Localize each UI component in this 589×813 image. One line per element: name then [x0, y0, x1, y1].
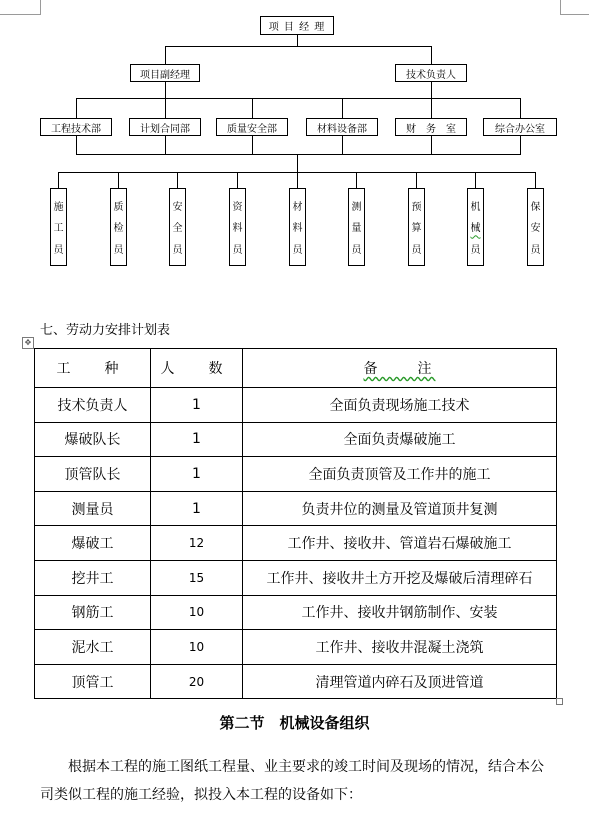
connector: [297, 154, 298, 172]
connector: [118, 172, 119, 188]
connector: [431, 136, 432, 154]
cell-count: 10: [151, 595, 243, 630]
org-staff-surveying: 测 量 员: [348, 188, 365, 266]
table-row: [35, 388, 557, 423]
cell-job-type: 泥水工: [35, 630, 151, 665]
connector: [76, 98, 77, 118]
table-resize-handle[interactable]: [556, 698, 563, 705]
connector: [76, 98, 521, 99]
connector: [237, 172, 238, 188]
connector: [252, 136, 253, 154]
connector: [297, 172, 298, 188]
table-row: [35, 422, 557, 457]
cell-job-type: 挖井工: [35, 560, 151, 595]
connector: [342, 98, 343, 118]
cell-note: 全面负责顶管及工作井的施工: [243, 457, 557, 492]
cell-note: 负责井位的测量及管道顶井复测: [243, 491, 557, 526]
cell-note: 工作井、接收井混凝土浇筑: [243, 630, 557, 665]
cell-job-type: 爆破队长: [35, 422, 151, 457]
org-dept-quality-safety: 质量安全部: [216, 118, 288, 136]
section-heading-machinery: 第二节 机械设备组织: [219, 714, 370, 732]
cell-count: 1: [151, 457, 243, 492]
cell-count: 10: [151, 630, 243, 665]
connector: [76, 136, 77, 154]
cell-job-type: 钢筋工: [35, 595, 151, 630]
paragraph-line-1: 根据本工程的施工图纸工程量、业主要求的竣工时间及现场的情况，结合本公: [68, 759, 544, 775]
org-staff-materials: 材 料 员: [289, 188, 306, 266]
connector: [165, 46, 432, 47]
page-corner-mark-left: [0, 0, 41, 15]
cell-job-type: 顶管工: [35, 664, 151, 699]
connector: [431, 82, 432, 98]
cell-note: 工作井、接收井土方开挖及爆破后清理碎石: [243, 560, 557, 595]
section-title-labor-plan: 七、劳动力安排计划表: [40, 323, 171, 338]
cell-note: 全面负责爆破施工: [243, 422, 557, 457]
org-staff-construction: 施 工 员: [50, 188, 67, 266]
org-staff-inspection: 质 检 员: [110, 188, 127, 266]
cell-count: 15: [151, 560, 243, 595]
connector: [165, 46, 166, 64]
header-headcount: 人 数: [151, 349, 243, 388]
cell-note: 全面负责现场施工技术: [243, 388, 557, 423]
org-dept-engineering: 工程技术部: [40, 118, 112, 136]
cell-job-type: 技术负责人: [35, 388, 151, 423]
connector: [342, 136, 343, 154]
table-row: [35, 491, 557, 526]
connector: [177, 172, 178, 188]
cell-count: 20: [151, 664, 243, 699]
cell-note: 工作井、接收井、管道岩石爆破施工: [243, 526, 557, 561]
org-dept-contracts: 计划合同部: [129, 118, 201, 136]
org-deputy-manager: 项目副经理: [130, 64, 200, 82]
org-dept-materials: 材料设备部: [306, 118, 378, 136]
connector: [520, 98, 521, 118]
table-row: [35, 526, 557, 561]
org-dept-finance: 财 务 室: [395, 118, 467, 136]
page-corner-mark-right: [560, 0, 589, 15]
connector: [475, 172, 476, 188]
cell-count: 1: [151, 491, 243, 526]
cell-note: 工作井、接收井钢筋制作、安装: [243, 595, 557, 630]
connector: [297, 34, 298, 46]
org-technical-lead: 技术负责人: [395, 64, 467, 82]
connector: [416, 172, 417, 188]
table-row: [35, 595, 557, 630]
cell-job-type: 爆破工: [35, 526, 151, 561]
cell-count: 12: [151, 526, 243, 561]
table-move-handle-icon[interactable]: ✥: [22, 337, 34, 349]
org-staff-budget: 预 算 员: [408, 188, 425, 266]
table-header-row: [35, 349, 557, 388]
header-job-type: 工 种: [35, 349, 151, 388]
org-staff-documents: 资 料 员: [229, 188, 246, 266]
connector: [356, 172, 357, 188]
cell-job-type: 顶管队长: [35, 457, 151, 492]
org-dept-admin-office: 综合办公室: [483, 118, 557, 136]
cell-note: 清理管道内碎石及顶进管道: [243, 664, 557, 699]
table-row: [35, 664, 557, 699]
labor-plan-table: [34, 348, 557, 699]
connector: [535, 172, 536, 188]
connector: [165, 98, 166, 118]
table-row: [35, 630, 557, 665]
table-row: [35, 457, 557, 492]
connector: [520, 136, 521, 154]
cell-job-type: 测量员: [35, 491, 151, 526]
connector: [431, 98, 432, 118]
cell-count: 1: [151, 422, 243, 457]
org-staff-security: 保 安 员: [527, 188, 544, 266]
connector: [252, 98, 253, 118]
paragraph-line-2: 司类似工程的施工经验，拟投入本工程的设备如下：: [40, 787, 362, 803]
org-root-project-manager: 项 目 经 理: [260, 16, 334, 35]
table-row: [35, 560, 557, 595]
connector: [431, 46, 432, 64]
header-remarks: 备 注: [243, 349, 557, 388]
connector: [76, 154, 521, 155]
cell-count: 1: [151, 388, 243, 423]
connector: [58, 172, 59, 188]
connector: [165, 136, 166, 154]
org-staff-safety: 安 全 员: [169, 188, 186, 266]
connector: [165, 82, 166, 98]
org-staff-machinery: 机 械 员: [467, 188, 484, 266]
